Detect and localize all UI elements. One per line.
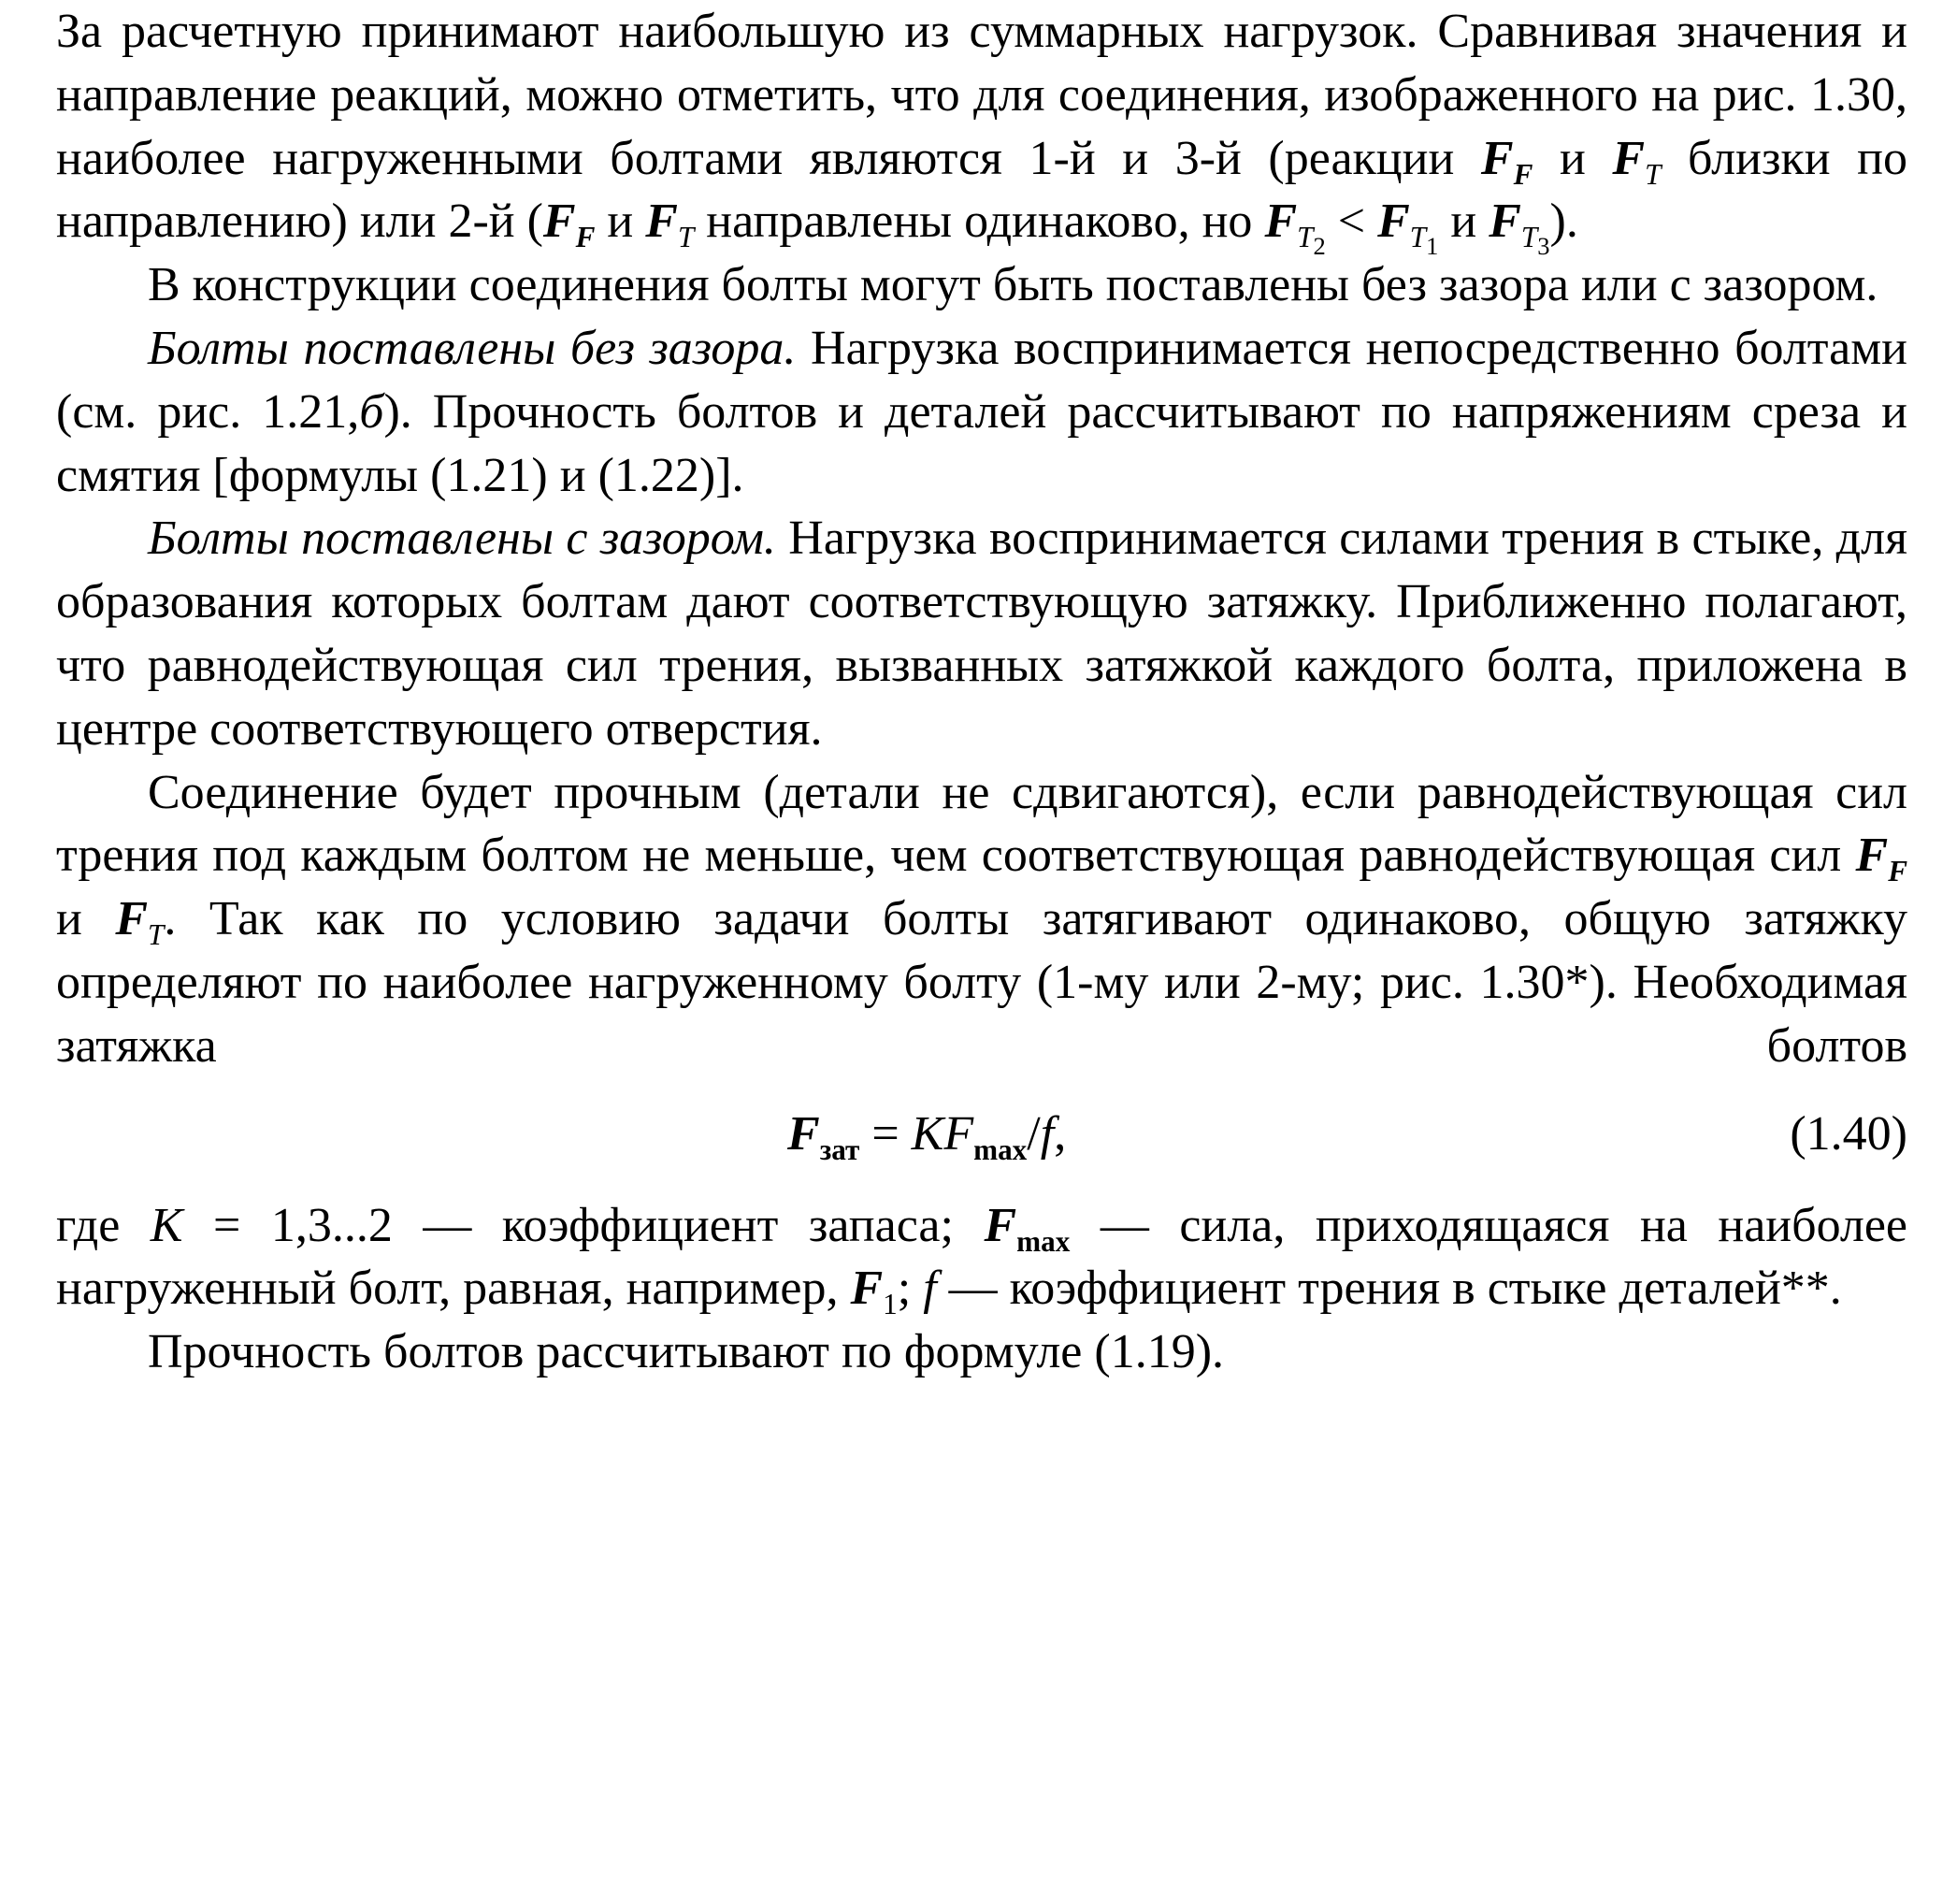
paragraph-1: За расчетную принимают наибольшую из суммарных нагрузок. Сравнивая значения и направление реакций, можно отметить, что для соединения, изображенного на рис. 1.30, наиболее нагруженными болтами являются 1-й и 3-й (реакции $F_F$ и $F_T$ близки по направлению) или 2-й ($F_F$ и $F_T$ направлены одинаково, но $F_{T_2} < F_{T_1}$ и $F_{T_3}$).: [56, 5, 1907, 261]
paragraph-5: Соединение будет прочным (детали не сдвигаются), если равнодействующая сил трения под каждым болтом не меньше, чем соответствующая равнодействующая сил $F_F$ и $F_T$. Так как по условию задачи болты затягивают одинаково, общую затяжку определяют по наиболее нагруженному болту (1-му или 2-му; рис. 1.30*). Необходимая затяжка болтов: [56, 765, 1908, 1073]
paragraph-3: Болты поставлены без зазора. Нагрузка воспринимается непосредственно болтами (см. рис. 1.21,б). Прочность болтов и деталей рассчитывают по напряжениям среза и смятия [формулы (1.21) и (1.22)].: [56, 321, 1907, 502]
paragraph-6: где K = 1,3...2 — коэффициент запаса; $F_{max}$ — сила, приходящаяся на наиболее нагруженный болт, равная, например, $F_1$; f — коэффициент трения в стыке деталей**.: [56, 1198, 1907, 1321]
paragraph-2: В конструкции соединения болты могут быть поставлены без зазора или с зазором.: [148, 258, 1878, 312]
formula-expression: $F_{зат} = KF_{max}/f$,: [787, 1106, 1067, 1166]
text-page: [56, 0, 1907, 1384]
formula-1-40: [56, 1091, 1907, 1187]
paragraph-4: Болты поставлены с зазором. Нагрузка воспринимается силами трения в стыке, для образования которых болтам дают соответствующую затяжку. Приближенно полагают, что равнодействующая сил трения, вызванных затяжкой каждого болта, приложена в центре соответствующего отверстия.: [56, 512, 1907, 756]
equation-number: (1.40): [1790, 1106, 1907, 1161]
paragraph-7: Прочность болтов рассчитывают по формуле (1.19).: [148, 1325, 1225, 1379]
